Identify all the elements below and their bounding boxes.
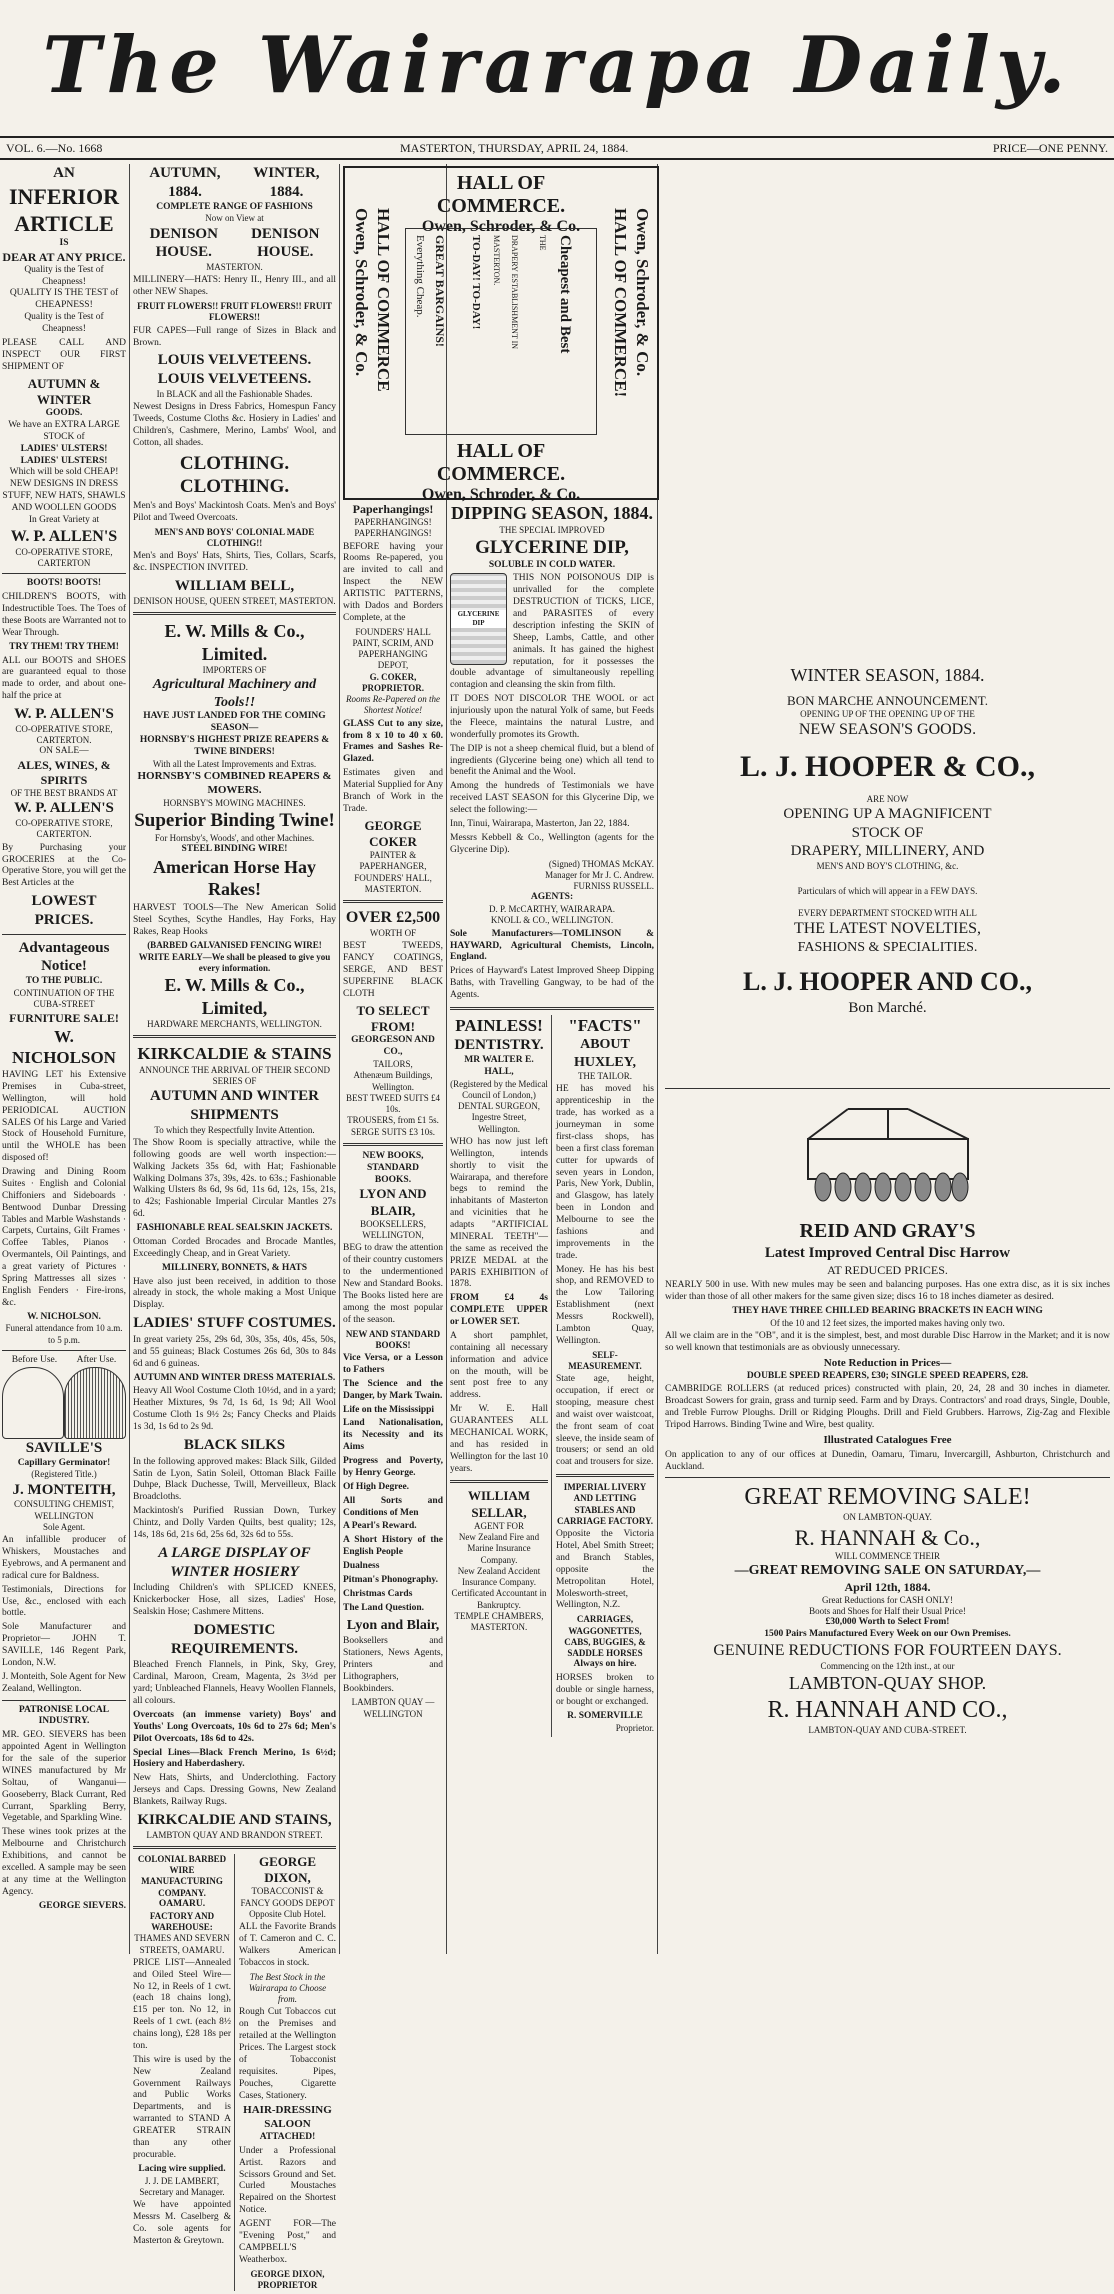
ad-glycerine-dip: DIPPING SEASON, 1884. THE SPECIAL IMPROVED GLYCERINE DIP, SOLUBLE IN COLD WATER. GLYCERINE DIP THIS NON POISONOUS DIP is unrivalled for the complete DESTRUCTION of TICKS, LICE, and PARASITES of every description infesting the SKIN of Sheep, Lambs, Cattle, and other animals. It has gained the highest reputation, for it possesses the double advantage of simultaneously repelling contagion and cleansing the skin from filth. IT DOES NOT DISCOLOR THE WOOL or act injuriously upon the natural Yolk of same, but Feeds the Fleece, maintains the natural Lustre, and wonderfully promotes its Growth. The DIP is not a sheep chemical fluid, but a blend of ingredients (Glycerine being one) which all tend to benefit the Animal and the Wool. Among the hundreds of Testimonials we have received LAST SEASON for this Glycerine Dip, we select the following:— Inn, Tinui, Wairarapa, Masterton, Jan 22, 1884. Messrs Kebbell & Co., Wellington (agents for the Glycerine Dip). (Signed) THOMAS McKAY. Manager for Mr J. C. Andrew. FURNISS RUSSELL. AGENTS: D. P. McCARTHY, WAIRARAPA. KNOLL & CO., WELLINGTON. Sole Manufacturers—TOMLINSON & HAYWARD, Agricultural Chemists, Lincoln, England. Prices of Hayward's Latest Improved Sheep Dipping Baths, with Travelling Gangway, to be had of the Agents.	[450, 503, 654, 1000]
portrait-before-icon	[2, 1367, 64, 1439]
ad-lyon-blair-books: NEW BOOKS, STANDARD BOOKS. LYON AND BLAIR, BOOKSELLERS, WELLINGTON, BEG to draw the attention of their country customers to the undermentioned New and Standard Books. The Books listed here are among the most popular of the season. NEW AND STANDARD BOOKS! Vice Versa, or a Lesson to Fathers The Science and the Danger, by Mark Twain. Life on the Mississippi Land Nationalisation, its Necessity and its Aims Progress and Poverty, by Henry George. Of High Degree. All Sorts and Conditions of Men A Pearl's Reward. A Short History of the English People Dualness Pitman's Phonography. Christmas Cards The Land Question. Lyon and Blair, Booksellers and Stationers, News Agents, Printers and Lithographers, Bookbinders. LAMBTON QUAY — WELLINGTON	[343, 1150, 443, 1719]
column-rule	[129, 164, 130, 1954]
hall-inner-box: Everything Cheap. GREAT BARGAINS! TO-DAY! TO-DAY! MASTERTON. DRAPERY ESTABLISHMENT IN THE Cheapest and Best	[405, 228, 597, 435]
column-2	[133, 164, 336, 2290]
ad-imperial-livery: IMPERIAL LIVERY AND LETTING STABLES AND CARRIAGE FACTORY. Opposite the Victoria Hotel, Abel Smith Street; and Branch Stables, opposite the Metropolitan Hotel, Molesworth-street, Wellington, N.Z. CARRIAGES, WAGGONETTES, CABS, BUGGIES, & SADDLE HORSES Always on hire. HORSES broken to double or single harness, or bought or exchanged. R. SOMERVILLE Proprietor.	[556, 1482, 654, 1733]
ad-allen-inferior-article: AN INFERIOR ARTICLE IS DEAR AT ANY PRICE. Quality is the Test of Cheapness! QUALITY IS THE TEST of CHEAPNESS! Quality is the Test of Cheapness! PLEASE CALL AND INSPECT OUR FIRST SHIPMENT OF AUTUMN & WINTER GOODS. We have an EXTRA LARGE STOCK of LADIES' ULSTERS! LADIES' ULSTERS! Which will be sold CHEAP! NEW DESIGNS IN DRESS STUFF, NEW HATS, SHAWLS AND WOOLLEN GOODS In Great Variety at W. P. ALLEN'S CO-OPERATIVE STORE, CARTERTON	[2, 165, 126, 568]
ad-georgeson-tailors: OVER £2,500 WORTH OF BEST TWEEDS, FANCY COATINGS, SERGE, AND BEST SUPERFINE BLACK CLOTH TO SELECT FROM! GEORGESON AND CO., TAILORS, Athenæum Buildings, Wellington. BEST TWEED SUITS £4 10s. TROUSERS, from £1 5s. SERGE SUITS £3 10s.	[343, 909, 443, 1137]
column-3	[343, 502, 443, 1954]
ad-william-sellar: WILLIAM SELLAR, AGENT FOR New Zealand Fire and Marine Insurance Company. New Zealand Accident Insurance Company. Certificated Accountant in Bankruptcy. TEMPLE CHAMBERS, MASTERTON.	[451, 1488, 547, 1633]
masthead	[0, 0, 1114, 132]
glycerine-dip-tin-icon: GLYCERINE DIP	[450, 573, 507, 665]
ad-allen-boots: BOOTS! BOOTS! CHILDREN'S BOOTS, with Indestructible Toes. The Toes of these Boots are Warranted not to Wear Through. TRY THEM! TRY THEM! ALL our BOOTS and SHOES are guaranteed equal to those made to order, and about one-half the price at W. P. ALLEN'S CO-OPERATIVE STORE, CARTERTON. ON SALE— ALES, WINES, & SPIRITS OF THE BEST BRANDS AT W. P. ALLEN'S CO-OPERATIVE STORE, CARTERTON. By Purchasing your GROCERIES at the Co-Operative Store, you will get the Best Articles at the LOWEST PRICES.	[2, 578, 126, 928]
place-date: MASTERTON, THURSDAY, APRIL 24, 1884.	[400, 141, 629, 155]
ad-denison-house: AUTUMN, 1884. WINTER, 1884. COMPLETE RANGE OF FASHIONS Now on View at DENISON HOUSE. DENISON HOUSE. MASTERTON. MILLINERY—HATS: Henry II., Henry III., and all other NEW Shapes. FRUIT FLOWERS!! FRUIT FLOWERS!! FRUIT FLOWERS!! FUR CAPES—Full range of Sizes in Black and Brown. LOUIS VELVETEENS. LOUIS VELVETEENS. In BLACK and all the Fashionable Shades. Newest Designs in Dress Fabrics, Homespun Fancy Tweeds, Costume Cloths &c. Hosiery in Ladies' and Children's, Cashmere, Merino, Lambs' Wool, and Cotton, all shades. CLOTHING. CLOTHING. Men's and Boys' Mackintosh Coats. Men's and Boys' Pilot and Tweed Overcoats. MEN'S AND BOYS' COLONIAL MADE CLOTHING!! Men's and Boys' Hats, Shirts, Ties, Collars, Scarfs, &c. INSPECTION INVITED. WILLIAM BELL, DENISON HOUSE, QUEEN STREET, MASTERTON.	[133, 165, 336, 606]
ad-hannah-removing-sale: GREAT REMOVING SALE! ON LAMBTON-QUAY. R. HANNAH & Co., WILL COMMENCE THEIR —GREAT REMOVING SALE ON SATURDAY,— April 12th, 1884. Great Reductions for CASH ONLY! Boots and Shoes for Half their Usual Price! £30,000 Worth to Select From! 1500 Pairs Manufactured Every Week on our Own Premises. GENUINE REDUCTIONS FOR FOURTEEN DAYS. Commencing on the 12th inst., at our LAMBTON-QUAY SHOP. R. HANNAH AND CO., LAMBTON-QUAY AND CUBA-STREET.	[713, 1484, 1062, 1735]
ad-hall-dentistry: PAINLESS! DENTISTRY. MR WALTER E. HALL, (Registered by the Medical Council of London,) DENTAL SURGEON, Ingestre Street, Wellington. WHO has now just left Wellington, intends shortly to visit the Wairarapa, and therefore begs to remind the inhabitants of Masterton and vicinities that he adapts "ARTIFICIAL MINERAL TEETH"—the same as received the PRIZE MEDAL at the PARIS EXHIBITION of 1878. FROM £4 4s COMPLETE UPPER or LOWER SET. A short pamphlet, containing all necessary information and advice on the mouth, will be sent post free to any address. Mr W. E. Hall GUARANTEES ALL MECHANICAL WORK, and has resided in Wellington for the last 10 years.	[450, 1015, 548, 1474]
column-rule	[339, 164, 340, 1954]
disc-harrow-illustration-icon	[788, 1099, 988, 1209]
price: PRICE—ONE PENNY.	[992, 141, 1108, 155]
column-4	[450, 502, 654, 1954]
ad-sievers-wines: PATRONISE LOCAL INDUSTRY. MR. GEO. SIEVERS has been appointed Agent in Wellington for the sale of the superior WINES manufactured by Mr Soltau, of Wanganui—Gooseberry, Black Currant, Red Currant, Sparkling Berry, Vegetable, and Sparkling Wine. These wines took prizes at the Melbourne and Christchurch Exhibitions, and cannot be excelled. A sample may be seen at any time at the Wellington Agency. GEORGE SIEVERS.	[2, 1704, 126, 1911]
ad-kirkcaldie-stains: KIRKCALDIE & STAINS ANNOUNCE THE ARRIVAL OF THEIR SECOND SERIES OF AUTUMN AND WINTER SHIPMENTS To which they Respectfully Invite Attention. The Show Room is specially attractive, while the following goods are well worth inspection:—Walking Jackets 35s 6d, with Hat; Fashionable Walking Dolmans 37s, 39s, 42s. to 63s.; Fashionable Walking Ulsters 8s 6d, 9s 6d, 11s 6d, 12s, 15s, 21s, to 42s; Fashionable Imperial Circular Mantles 27s 6d. FASHIONABLE REAL SEALSKIN JACKETS. Ottoman Corded Brocades and Brocade Mantles, Exceedingly Cheap, and in Great Variety. MILLINERY, BONNETS, & HATS Have also just been received, in addition to those already in stock, the whole making a Most Unique Display. LADIES' STUFF COSTUMES. In great variety 25s, 29s 6d, 30s, 35s, 40s, 45s, 50s, and 55 guineas; Black Costumes 26s 6d, 30s to 84s 6d and 6 guineas. AUTUMN AND WINTER DRESS MATERIALS. Heavy All Wool Costume Cloth 10½d, and in a yard; Heather Mixtures, 9s 7d, 1s 6d, 1s 9d; All Wool Costume Cloth 1s 9½ 2s; Fancy Checks and Plaids 1s 3d, 1s 6d to 2s 9d. BLACK SILKS In the following approved makes: Black Silk, Gilded Satin de Lyon, Satin Soleil, Ottoman Black Faille Duhpe, Black Duchesse, Twill, Merveilleux, Black Broadcloths. Mackintosh's Purified Russian Down, Turkey Chintz, and Dolly Varden Quilts, best quality; 12s, 14s, 18s 6d, 21s 6d, 25s 6d, 32s 6d to 55s. A LARGE DISPLAY OF WINTER HOSIERY Including Children's with SPLICED KNEES, Knickerbocker Hose, all sizes, Ladies' Hose, Sealskin Hose; Cashmere Mittens. DOMESTIC REQUIREMENTS. Bleached French Flannels, in Pink, Sky, Grey, Cardinal, Maroon, Cream, Magenta, 2s 3½d per yard; Unbleached Flannels, Heavy Woollen Flannels, all colours. Overcoats (an immense variety) Boys' and Youths' Long Overcoats, 10s 6d to 27s 6d; Men's Pilot Overcoats, 18s 6d to 42s. Special Lines—Black French Merino, 1s 6½d; Hosiery and Haberdashery. New Hats, Shirts, and Underclothing. Factory Jerseys and Caps. Dressing Gowns, New Zealand Blankets, Railway Rugs. KIRKCALDIE AND STAINS, LAMBTON QUAY AND BRANDON STREET.	[133, 1044, 336, 1840]
column-1	[2, 164, 126, 1954]
ad-mills-machinery: E. W. Mills & Co., Limited. IMPORTERS OF Agricultural Machinery and Tools!! HAVE JUST LANDED FOR THE COMING SEASON— HORNSBY'S HIGHEST PRIZE REAPERS & TWINE BINDERS! With all the Latest Improvements and Extras. HORNSBY'S COMBINED REAPERS & MOWERS. HORNSBY'S MOWING MACHINES. Superior Binding Twine! For Hornsby's, Woods', and other Machines. STEEL BINDING WIRE! American Horse Hay Rakes! HARVEST TOOLS—The New American Solid Steel Scythes, Scythe Handles, Hay Forks, Hay Rakes, Reap Hooks (BARBED GALVANISED FENCING WIRE! WRITE EARLY—We shall be pleased to give you every information. E. W. Mills & Co., Limited, HARDWARE MERCHANTS, WELLINGTON.	[133, 621, 336, 1030]
dateline	[0, 136, 1114, 160]
ad-nicholson-furniture: Advantageous Notice! TO THE PUBLIC. CONTINUATION OF THE CUBA-STREET FURNITURE SALE! W. NICHOLSON HAVING LET his Extensive Premises in Cuba-street, Wellington, will hold PERIODICAL AUCTION SALES Of his Large and Varied Stock of Household Furniture, until the WHOLE has been disposed of! Drawing and Dining Room Suites · English and Colonial Chiffoniers and Sideboards · Bentwood Dunbar Dressing Tables and Marble Washstands · Carpets, Curtains, Gilt Frames · Coffee Tables, Pianos · Overmantels, Oil Paintings, and a great variety of Pictures · Spring Mattresses all sizes · English Fenders · Fire-irons, &c. W. NICHOLSON. Funeral attendance from 10 a.m. to 5 p.m.	[2, 939, 126, 1345]
volume-number: VOL. 6.—No. 1668	[6, 141, 103, 155]
ad-coker-paperhangings: Paperhangings! PAPERHANGINGS! PAPERHANGINGS! BEFORE having your Rooms Re-papered, you are invited to call and Inspect the NEW ARTISTIC PATTERNS, with Dados and Borders Complete, at the FOUNDERS' HALL PAINT, SCRIM, AND PAPERHANGING DEPOT, G. COKER, PROPRIETOR. Rooms Re-Papered on the Shortest Notice! GLASS Cut to any size, from 8 x 10 to 40 x 60. Frames and Sashes Re-Glazed. Estimates given and Material Supplied for Any Branch of Work in the Trade. GEORGE COKER PAINTER & PAPERHANGER, FOUNDERS' HALL, MASTERTON.	[343, 502, 443, 894]
ad-hall-of-commerce: HALL OF COMMERCE. Owen, Schroder, & Co. Owen, Schroder, & Co. HALL OF COMMERCE Everything Cheap. GREAT BARGAINS! TO-DAY! TO-DAY! MASTERTON. DRAPERY ESTABLISHMENT IN THE Cheapest and Best HALL OF COMMERCE! Owen, Schroder, & Co. HALL OF COMMERCE. Owen, Schroder, & Co.	[343, 166, 659, 500]
ad-barbed-wire-company: COLONIAL BARBED WIRE MANUFACTURING COMPANY. OAMARU. FACTORY AND WAREHOUSE: THAMES AND SEVERN STREETS, OAMARU. PRICE LIST—Annealed and Oiled Steel Wire—No 12, in Reels of 1 cwt. (each 18 chains long), £15 per ton. No 12, in Reels of 1 cwt. (each 8½ chains long), £28 18s per ton. This wire is used by the New Zealand Government Railways and Public Works Departments, and is warranted to STAND A GREATER STRAIN than any other procurable. Lacing wire supplied. J. J. DE LAMBERT, Secretary and Manager. We have appointed Messrs M. Caselberg & Co. sole agents for Masterton & Greytown.	[133, 1854, 235, 2291]
portrait-after-icon	[64, 1367, 126, 1439]
column-5	[665, 164, 1110, 1954]
ad-huxley-tailor: "FACTS" ABOUT HUXLEY, THE TAILOR. HE has moved his apprenticeship in the trade, has worked as a journeyman in some first-class shops, has been a first class foreman cutter for upwards of seven years in London, Paris, New York, Dublin, and Glasgow, has lately been in London and Melbourne to see the fashions and improvements in the trade. Money. He has his best shop, and REMOVED to the Low Tailoring Establishment (next Messrs Rockwell), Lambton Quay, Wellington. SELF-MEASUREMENT. State age, height, occupation, if erect or stooping, measure chest and waist over waistcoat, the front seam of coat sleeve, the inside seam of trousers; or send an old coat and trousers for size.	[556, 1015, 654, 1468]
newspaper-title: The Wairarapa Daily.	[42, 20, 1072, 111]
ad-reid-gray-harrow: REID AND GRAY'S Latest Improved Central Disc Harrow AT REDUCED PRICES. NEARLY 500 in use. With new mules may be seen and balancing purposes. Has one extra disc, as it is six inches wider than those of all other makers for the same given size; discs 16 to 18 inches diameter as desired. THEY HAVE THREE CHILLED BEARING BRACKETS IN EACH WING Of the 10 and 12 feet sizes, the imported makes having only two. All we claim are in the "OB", and it is the simplest, best, and most durable Disc Harrow in the Market; and it is now so well known that testimonials are as obviously unnecessary. Note Reduction in Prices— DOUBLE SPEED REAPERS, £30; SINGLE SPEED REAPERS, £28. CAMBRIDGE ROLLERS (at reduced prices) constructed with plain, 20, 24, 28 and 30 inches in diameter. Broadcast Sowers for grain, grass and turnip seed. Farm and by Drays. Contractors' and road drays, Single, Double, and Treble Furrow Ploughs. Drill or Ridging Ploughs. Drill and Field Grubbers. Harrows, Zig-Zag and Flexible Tripod Harrows. Binding Twine and Wire, best quality. Illustrated Catalogues Free On application to any of our offices at Dunedin, Oamaru, Timaru, Invercargill, Ashburton, Christchurch and Auckland.	[665, 1093, 1110, 1474]
ad-george-dixon: GEORGE DIXON, TOBACCONIST & FANCY GOODS DEPOT Opposite Club Hotel. ALL the Favorite Brands of T. Cameron and C. C. Walkers American Tobaccos in stock. The Best Stock in the Wairarapa to Choose from. Rough Cut Tobaccos cut on the Premises and retailed at the Wellington Prices. The Largest stock of Tobacconist requisites. Pipes, Pouches, Cigarette Cases, Stationery. HAIR-DRESSING SALOON ATTACHED! Under a Professional Artist. Razors and Scissors Ground and Set. Curled Moustaches Repaired on the Shortest Notice. AGENT FOR—The "Evening Post," and CAMPBELL'S Weatherbox. GEORGE DIXON, PROPRIETOR	[238, 1853, 336, 2290]
ad-hooper-bon-marche: WINTER SEASON, 1884. BON MARCHE ANNOUNCEMENT. OPENING UP OF THE OPENING UP OF THE NEW SEASON'S GOODS. L. J. HOOPER & CO., ARE NOW OPENING UP A MAGNIFICENT STOCK OF DRAPERY, MILLINERY, AND MEN'S AND BOY'S CLOTHING, &c. Particulars of which will appear in a FEW DAYS. EVERY DEPARTMENT STOCKED WITH ALL THE LATEST NOVELTIES, FASHIONS & SPECIALITIES. L. J. HOOPER AND CO., Bon Marché.	[739, 665, 1035, 1016]
ad-saville-germinator: Before Use. After Use. SAVILLE'S Capillary Germinator! (Registered Title.) J. MONTEITH, CONSULTING CHEMIST, WELLINGTON Sole Agent. An infallible producer of Whiskers, Moustaches and Eyebrows, and A permanent and radical cure for Baldness. Testimonials, Directions for Use, &c., enclosed with each bottle. Sole Manufacturer and Proprietor— JOHN T. SAVILLE, 146 Regent Park, London, N.W. J. Monteith, Sole Agent for New Zealand, Wellington.	[2, 1354, 126, 1694]
